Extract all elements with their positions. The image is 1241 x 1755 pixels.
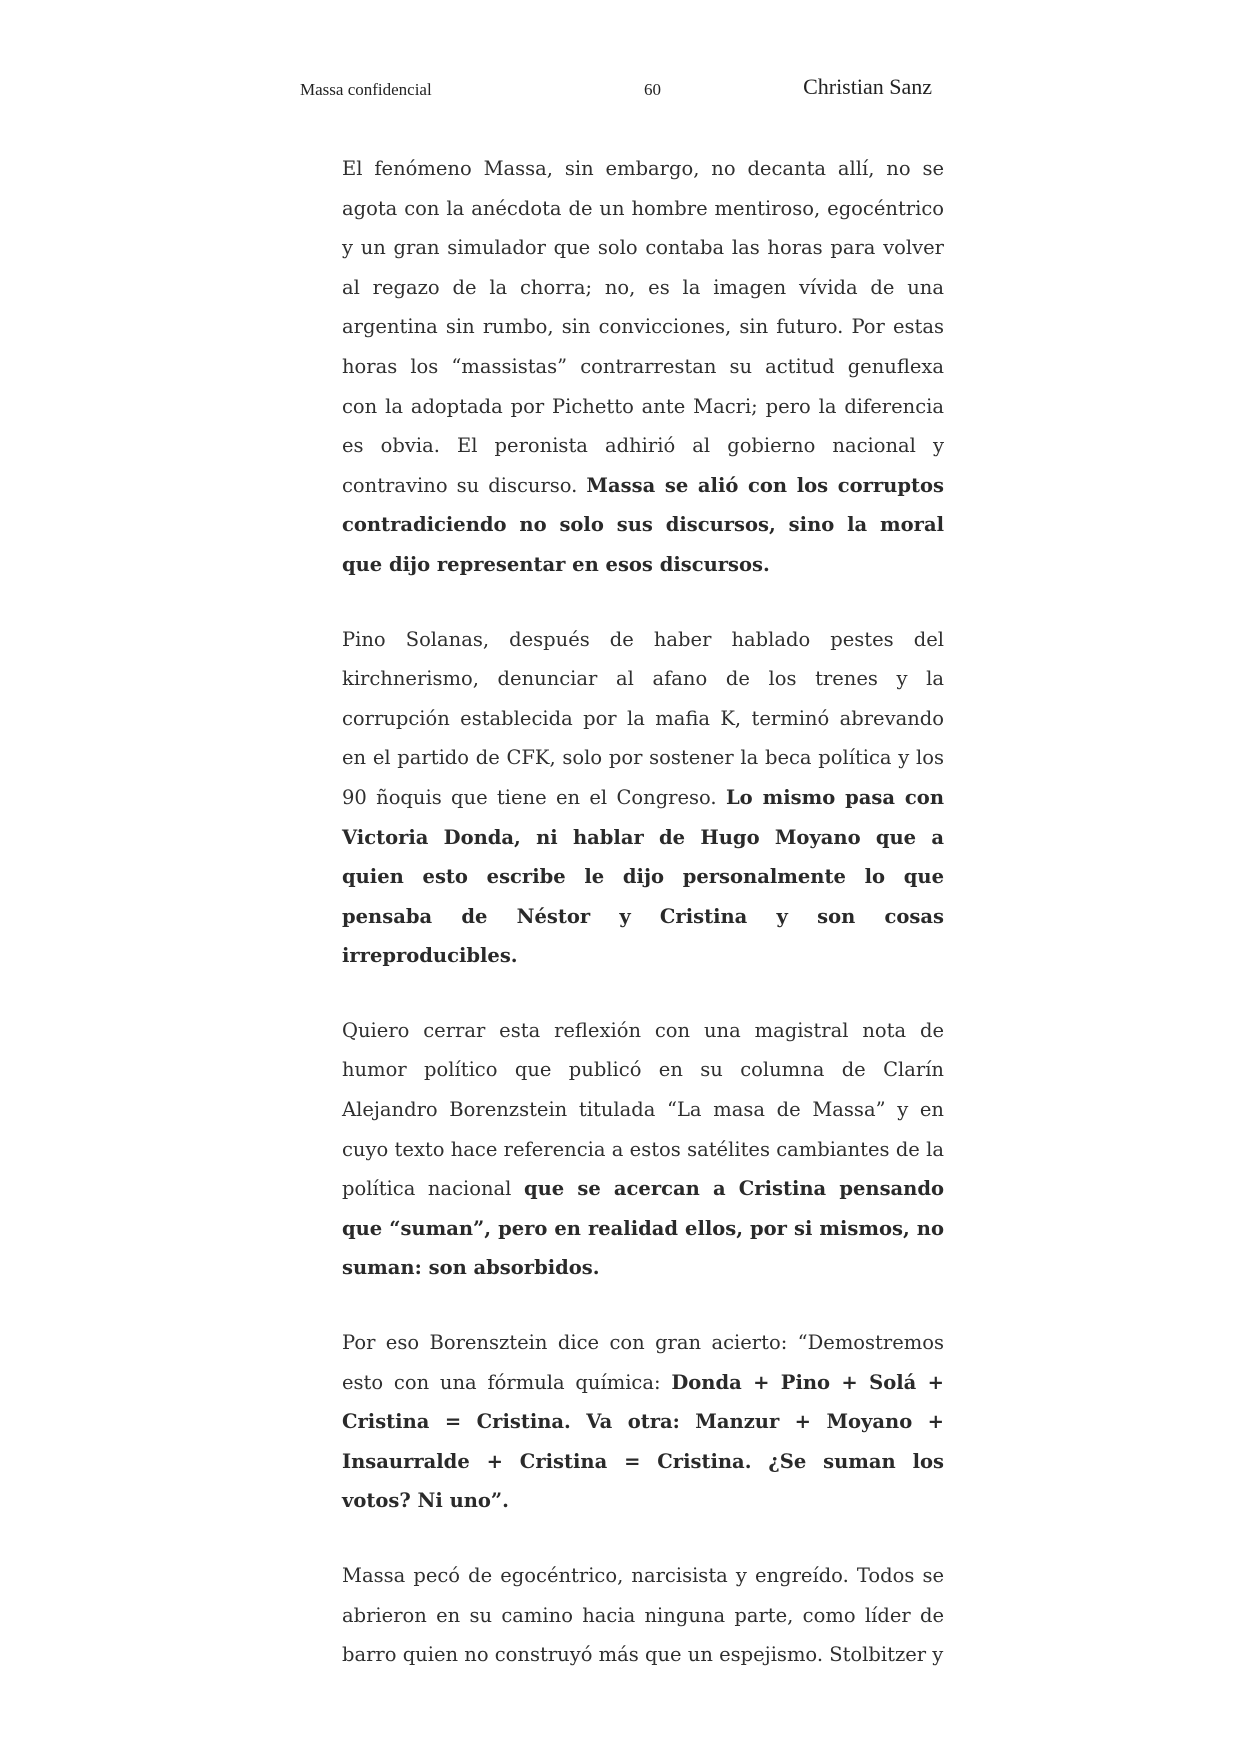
body-text bbox=[342, 149, 944, 1710]
page-header bbox=[300, 76, 932, 106]
paragraph-text: Massa pecó de egocéntrico, narcisista y engreído. Todos se abrieron en su camino hacia ninguna parte, como líder de barro quien no construyó más que un espejismo. Stolbitzer y bbox=[342, 1564, 944, 1667]
paragraph bbox=[342, 620, 944, 976]
paragraph bbox=[342, 1556, 944, 1675]
paragraph-text: Quiero cerrar esta reflexión con una magistral nota de humor político que publicó en su columna de Clarín Alejandro Borenzstein titulada “La masa de Massa” y en cuyo texto hace referencia a estos satélites cambiantes de la política nacional bbox=[342, 1018, 944, 1201]
book-title: Massa confidencial bbox=[300, 80, 432, 99]
paragraph bbox=[342, 1323, 944, 1521]
paragraph-bold-text: Lo mismo pasa con Victoria Donda, ni hablar de Hugo Moyano que a quien esto escribe le dijo personalmente lo que pensaba de Néstor y Cristina y son cosas irreproducibles. bbox=[342, 785, 944, 968]
paragraph bbox=[342, 1011, 944, 1288]
paragraph-text: El fenómeno Massa, sin embargo, no decanta allí, no se agota con la anécdota de un hombre mentiroso, egocéntrico y un gran simulador que solo contaba las horas para volver al regazo de la chorra; no, es la imagen vívida de una argentina sin rumbo, sin convicciones, sin futuro. Por estas horas los “massistas” contrarrestan su actitud genuflexa con la adoptada por Pichetto ante Macri; pero la diferencia es obvia. El peronista adhirió al gobierno nacional y contravino su discurso. bbox=[342, 157, 944, 497]
paragraph bbox=[342, 149, 944, 585]
paragraph-bold-text: Massa se alió con los corruptos contradiciendo no solo sus discursos, sino la moral que dijo representar en esos discursos. bbox=[342, 473, 944, 576]
paragraph-bold-text: que se acercan a Cristina pensando que “suman”, pero en realidad ellos, por si mismos, no suman: son absorbidos. bbox=[342, 1177, 944, 1280]
paragraph-text: Pino Solanas, después de haber hablado pestes del kirchnerismo, denunciar al afano de los trenes y la corrupción establecida por la mafia K, terminó abrevando en el partido de CFK, solo por sostener la beca política y los 90 ñoquis que tiene en el Congreso. bbox=[342, 627, 944, 809]
page-number: 60 bbox=[644, 80, 661, 99]
author-name: Christian Sanz bbox=[803, 74, 932, 99]
paragraph-text: Por eso Borensztein dice con gran acierto: “Demostremos esto con una fórmula química: bbox=[342, 1331, 944, 1394]
paragraph-bold-text: Donda + Pino + Solá + Cristina = Cristina. Va otra: Manzur + Moyano + Insaurralde + Cristina = Cristina. ¿Se suman los votos? Ni uno”. bbox=[342, 1370, 944, 1513]
